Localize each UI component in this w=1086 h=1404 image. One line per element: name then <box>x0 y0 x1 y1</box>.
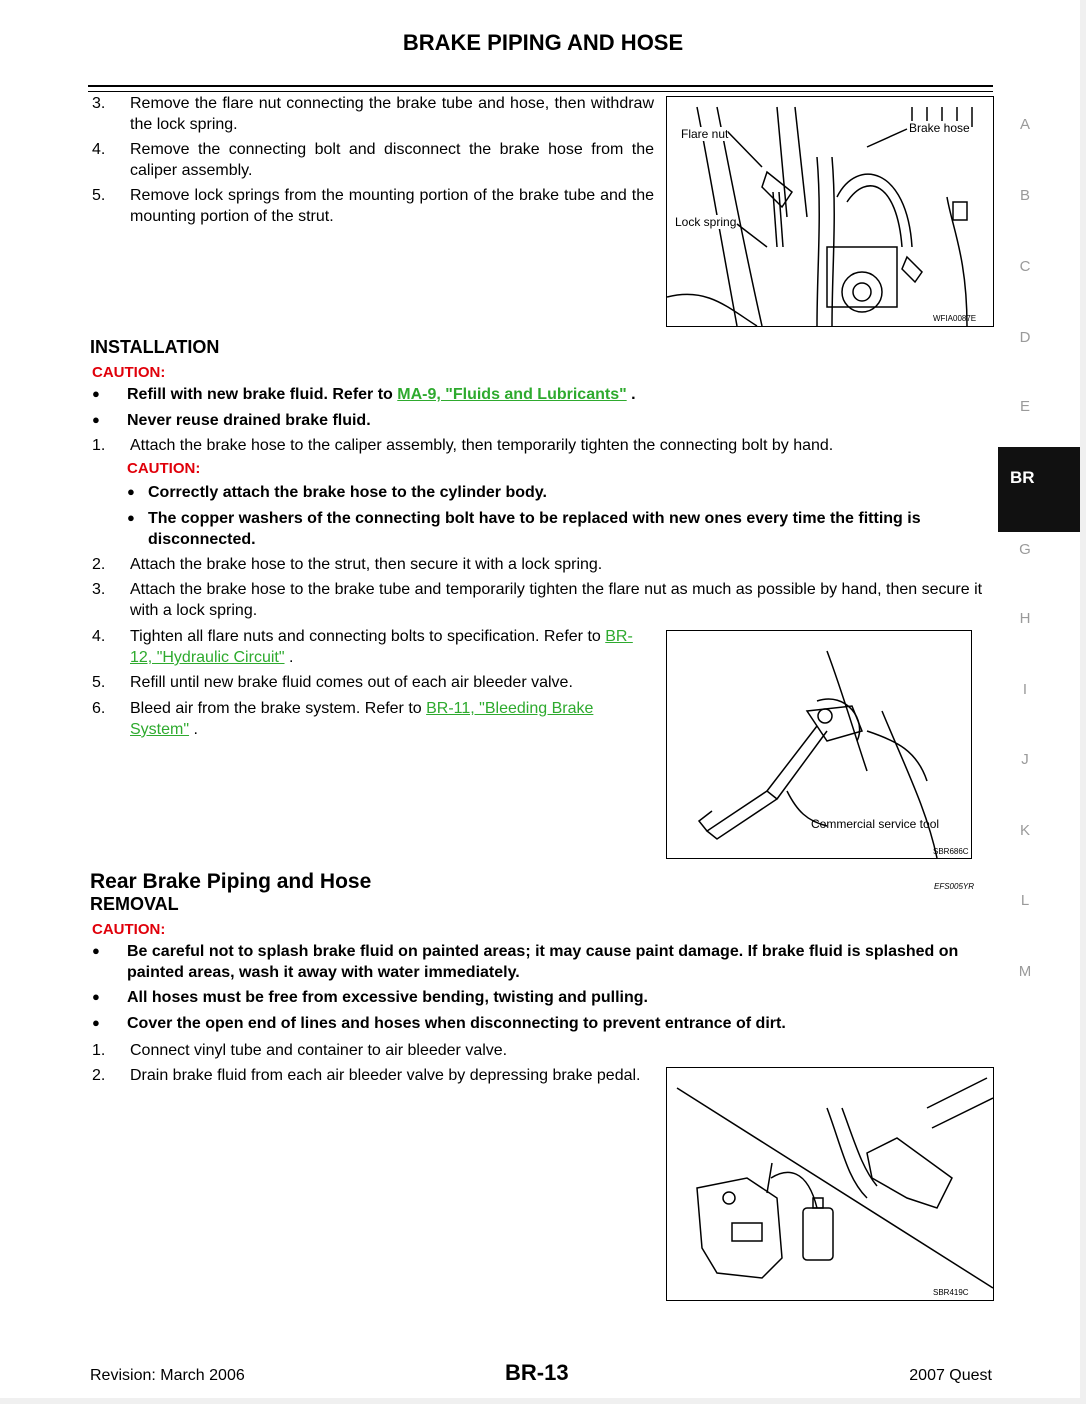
figure-label-commercial-service-tool: Commercial service tool <box>811 817 940 831</box>
list-item <box>92 698 654 742</box>
step-text: Remove the connecting bolt and disconnect the brake hose from the caliper assembly. <box>130 141 654 179</box>
step-text: Remove the flare nut connecting the brake tube and hose, then withdraw the lock spring. <box>130 95 654 133</box>
step-number: 4. <box>92 141 106 158</box>
side-index-a[interactable]: A <box>1019 116 1030 133</box>
page-title: BRAKE PIPING AND HOSE <box>402 30 684 55</box>
caution-suffix: . <box>631 386 636 403</box>
section-heading-rear-brake-piping: Rear Brake Piping and Hose <box>90 870 372 893</box>
figure-flare-nut-brake-hose <box>666 96 994 327</box>
footer-page-number: BR-13 <box>505 1360 569 1385</box>
list-item <box>92 1065 654 1109</box>
side-tab-label: BR <box>1010 468 1035 487</box>
caution-item <box>92 1013 993 1035</box>
step-number: 1. <box>92 437 106 454</box>
bullet-icon: ● <box>92 1015 100 1030</box>
side-tab-br-active[interactable] <box>998 447 1086 532</box>
side-index-j[interactable]: J <box>1021 751 1029 768</box>
step-text: Connect vinyl tube and container to air bleeder valve. <box>130 1042 508 1059</box>
reference-code: EFS005YR <box>934 882 975 891</box>
list-item <box>92 672 654 694</box>
link-hydraulic-circuit[interactable]: BR-12, "Hydraulic Circuit" <box>130 628 633 666</box>
step-number: 6. <box>92 700 106 717</box>
footer-revision: Revision: March 2006 <box>90 1367 245 1384</box>
bullet-icon: ● <box>92 412 100 427</box>
bullet-icon: ● <box>127 484 135 499</box>
step-number: 2. <box>92 1067 106 1084</box>
caution-label: CAUTION: <box>127 460 201 477</box>
caution-text: The copper washers of the connecting bolt have to be replaced with new ones every time the fitting is disconnected. <box>148 510 921 548</box>
caution-text: Correctly attach the brake hose to the cylinder body. <box>148 484 547 501</box>
caution-text: All hoses must be free from excessive bending, twisting and pulling. <box>127 989 648 1006</box>
caution-label: CAUTION: <box>92 364 166 381</box>
figure-code: WFIA0087E <box>933 314 977 323</box>
step-text: Drain brake fluid from each air bleeder valve by depressing brake pedal. <box>130 1067 641 1084</box>
figure-code: SBR686C <box>933 847 969 856</box>
step-text: Bleed air from the brake system. Refer to <box>130 700 422 717</box>
figure-label-lock-spring: Lock spring <box>675 215 737 229</box>
page-edge-bottom <box>0 1398 1086 1404</box>
footer-model: 2007 Quest <box>909 1367 992 1384</box>
side-index-i[interactable]: I <box>1022 681 1028 698</box>
bullet-icon: ● <box>92 386 100 401</box>
step-number: 4. <box>92 628 106 645</box>
header-rule <box>88 85 993 87</box>
list-item <box>92 185 654 229</box>
step-number: 3. <box>92 95 106 112</box>
side-index-d[interactable]: D <box>1019 329 1031 346</box>
caution-item <box>127 482 993 504</box>
side-index-h[interactable]: H <box>1019 610 1031 627</box>
caution-label: CAUTION: <box>92 921 166 938</box>
figure-illustration <box>667 1068 993 1300</box>
side-index-g[interactable]: G <box>1019 541 1031 558</box>
side-index-b[interactable]: B <box>1019 187 1030 204</box>
step-number: 1. <box>92 1042 106 1059</box>
caution-item <box>92 410 992 432</box>
caution-item <box>92 987 993 1009</box>
caution-item <box>127 508 993 552</box>
side-index-c[interactable]: C <box>1019 258 1031 275</box>
step-number: 3. <box>92 581 106 598</box>
header-rule-thin <box>88 91 993 92</box>
section-heading-removal: REMOVAL <box>90 894 179 914</box>
figure-label-flare-nut: Flare nut <box>681 127 729 141</box>
figure-commercial-service-tool <box>666 630 972 859</box>
link-fluids-and-lubricants[interactable]: MA-9, "Fluids and Lubricants" <box>397 386 627 403</box>
step-suffix: . <box>193 721 198 738</box>
figure-draining-brake-fluid <box>666 1067 994 1301</box>
link-bleeding-brake-system[interactable]: BR-11, "Bleeding Brake System" <box>130 700 594 738</box>
caution-text: Refill with new brake fluid. Refer to <box>127 386 393 403</box>
step-number: 2. <box>92 556 106 573</box>
list-item <box>92 554 992 576</box>
step-number: 5. <box>92 187 106 204</box>
figure-code: SBR419C <box>933 1288 969 1297</box>
side-index-l[interactable]: L <box>1020 892 1030 909</box>
caution-item <box>92 941 993 985</box>
page-edge <box>1080 0 1086 1404</box>
list-item <box>92 579 992 623</box>
side-index-k[interactable]: K <box>1019 822 1030 839</box>
bullet-icon: ● <box>127 510 135 525</box>
step-suffix: . <box>288 649 294 666</box>
section-heading-installation: INSTALLATION <box>90 337 220 357</box>
figure-label-brake-hose: Brake hose <box>909 121 970 135</box>
bullet-icon: ● <box>92 989 100 1004</box>
caution-text: Never reuse drained brake fluid. <box>127 412 371 429</box>
list-item <box>92 1040 992 1062</box>
list-item <box>92 93 654 137</box>
step-text: Tighten all flare nuts and connecting bolts to specification. Refer to <box>130 628 601 645</box>
bullet-icon: ● <box>92 943 100 958</box>
caution-text: Be careful not to splash brake fluid on painted areas; it may cause paint damage. If brake fluid is splashed on painted areas, wash it away with water immediately. <box>127 943 959 981</box>
step-text: Attach the brake hose to the brake tube and temporarily tighten the flare nut as much as possible by hand, then secure it with a lock spring. <box>130 581 983 619</box>
list-item <box>92 435 992 457</box>
caution-text: Cover the open end of lines and hoses when disconnecting to prevent entrance of dirt. <box>127 1015 786 1032</box>
step-text: Attach the brake hose to the caliper assembly, then temporarily tighten the connecting bolt by hand. <box>130 437 834 454</box>
caution-item <box>92 384 992 406</box>
step-text: Refill until new brake fluid comes out of each air bleeder valve. <box>130 674 573 691</box>
list-item <box>92 626 654 670</box>
step-text: Remove lock springs from the mounting portion of the brake tube and the mounting portion of the strut. <box>130 187 654 225</box>
step-text: Attach the brake hose to the strut, then secure it with a lock spring. <box>130 556 603 573</box>
step-number: 5. <box>92 674 106 691</box>
list-item <box>92 139 654 183</box>
side-index-m[interactable]: M <box>1018 963 1032 980</box>
side-index-e[interactable]: E <box>1019 398 1030 415</box>
